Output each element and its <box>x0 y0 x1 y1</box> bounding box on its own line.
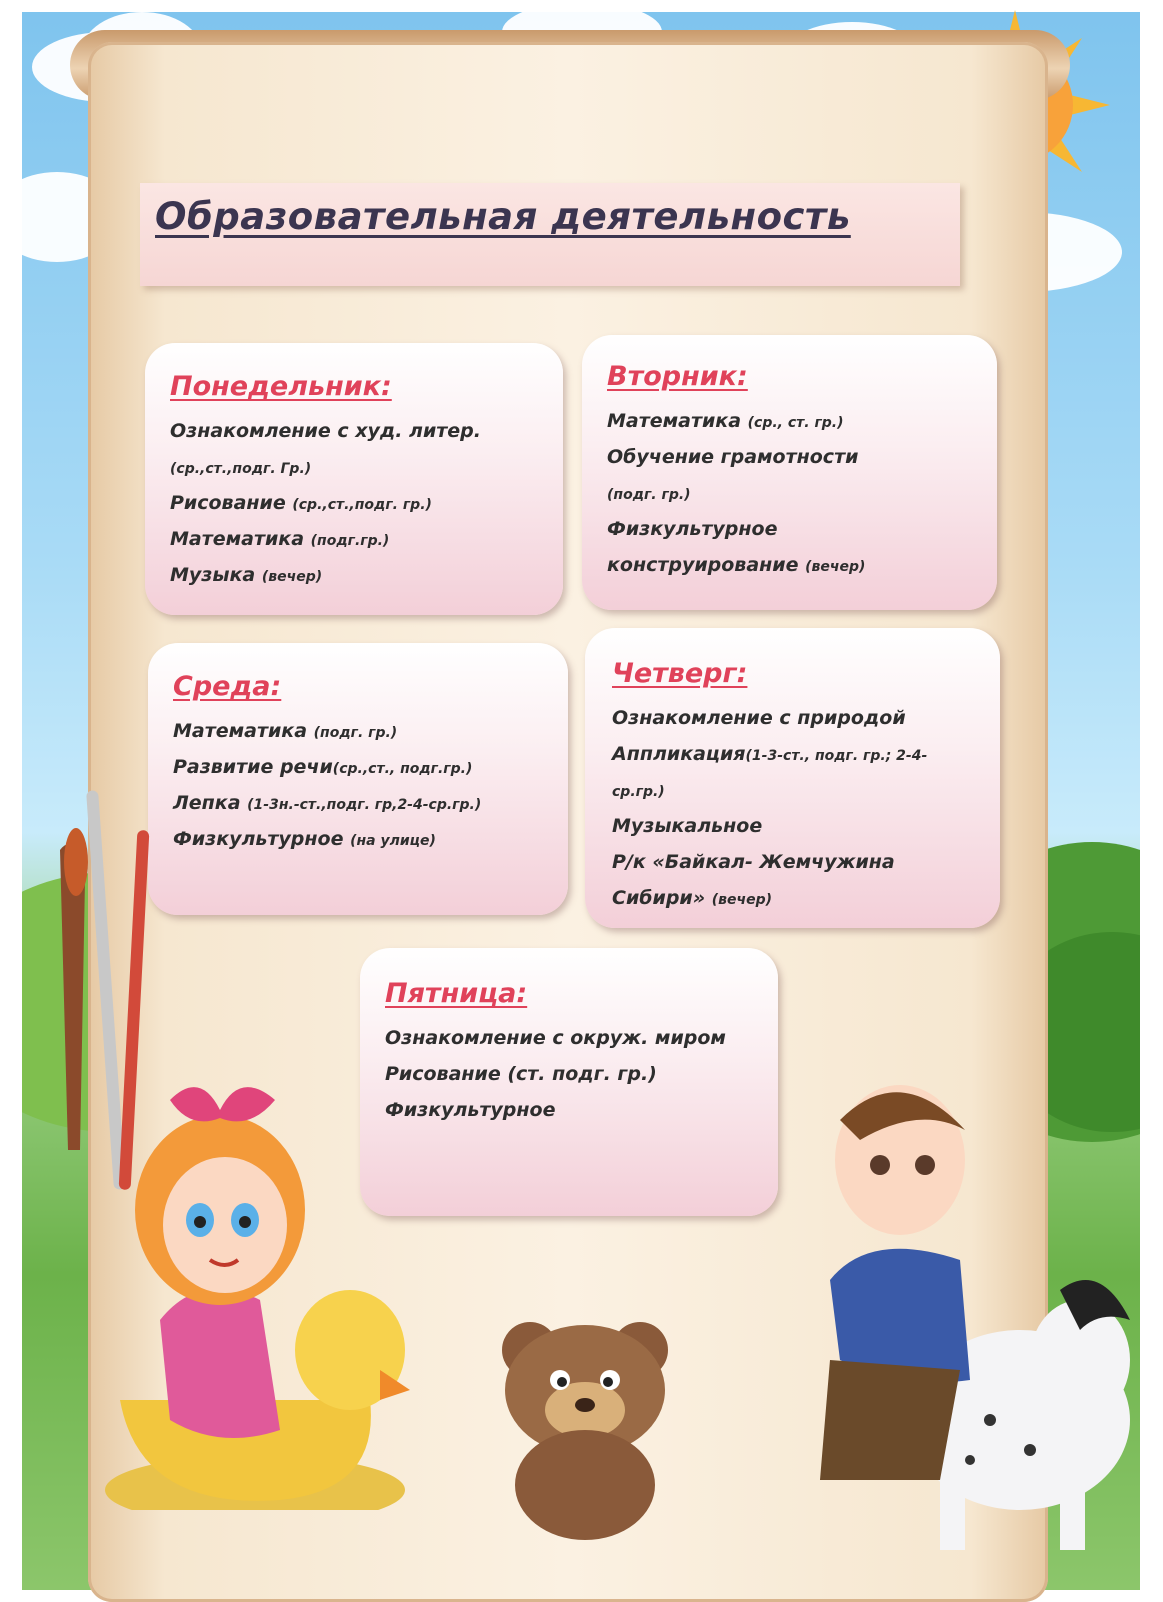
activity-item: Музыка (вечер) <box>170 564 323 586</box>
day-heading: Пятница: <box>385 978 528 1009</box>
activity-item: Математика (ср., ст. гр.) <box>607 410 844 432</box>
day-heading: Вторник: <box>607 361 748 392</box>
activity-item: Физкультурное (на улице) <box>173 828 436 850</box>
day-heading: Среда: <box>173 671 282 702</box>
day-heading: Четверг: <box>612 658 748 689</box>
day-card-friday <box>360 948 778 1216</box>
page-title: Образовательная деятельность <box>155 195 851 238</box>
activity-item: Физкультурное <box>607 518 778 540</box>
activity-item: Рисование (ср.,ст.,подг. гр.) <box>170 492 432 514</box>
day-card-wednesday <box>148 643 568 915</box>
activity-item: Ознакомление с худ. литер. <box>170 420 482 442</box>
activity-item: Физкультурное <box>385 1099 556 1121</box>
activity-item: конструирование (вечер) <box>607 554 866 576</box>
teddy-bear-illustration <box>480 1310 690 1540</box>
activity-item: (ср.,ст.,подг. Гр.) <box>170 461 312 477</box>
activity-item: Развитие речи(ср.,ст., подг.гр.) <box>173 756 473 778</box>
activity-item: Математика (подг.гр.) <box>170 528 390 550</box>
activity-item: Музыкальное <box>612 815 763 837</box>
girl-with-duck-illustration <box>80 1070 410 1510</box>
activity-item: Рисование (ст. подг. гр.) <box>385 1063 657 1085</box>
activity-item: Обучение грамотности <box>607 446 859 468</box>
day-card-tuesday <box>582 335 997 610</box>
day-card-thursday <box>585 628 1000 928</box>
activity-item: Лепка (1-3н.-ст.,подг. гр,2-4-ср.гр.) <box>173 792 482 814</box>
activity-item: Ознакомление с природой <box>612 707 906 729</box>
activity-item: Р/к «Байкал- Жемчужина <box>612 851 895 873</box>
activity-item: ср.гр.) <box>612 784 665 800</box>
boy-on-horse-illustration <box>760 1060 1140 1550</box>
activity-item: Математика (подг. гр.) <box>173 720 398 742</box>
activity-item: Ознакомление с окруж. миром <box>385 1027 726 1049</box>
activity-item: Аппликация(1-3-ст., подг. гр.; 2-4- <box>612 743 928 765</box>
day-card-monday <box>145 343 563 615</box>
day-heading: Понедельник: <box>170 371 392 402</box>
activity-item: Сибири» (вечер) <box>612 887 772 909</box>
activity-item: (подг. гр.) <box>607 487 691 503</box>
